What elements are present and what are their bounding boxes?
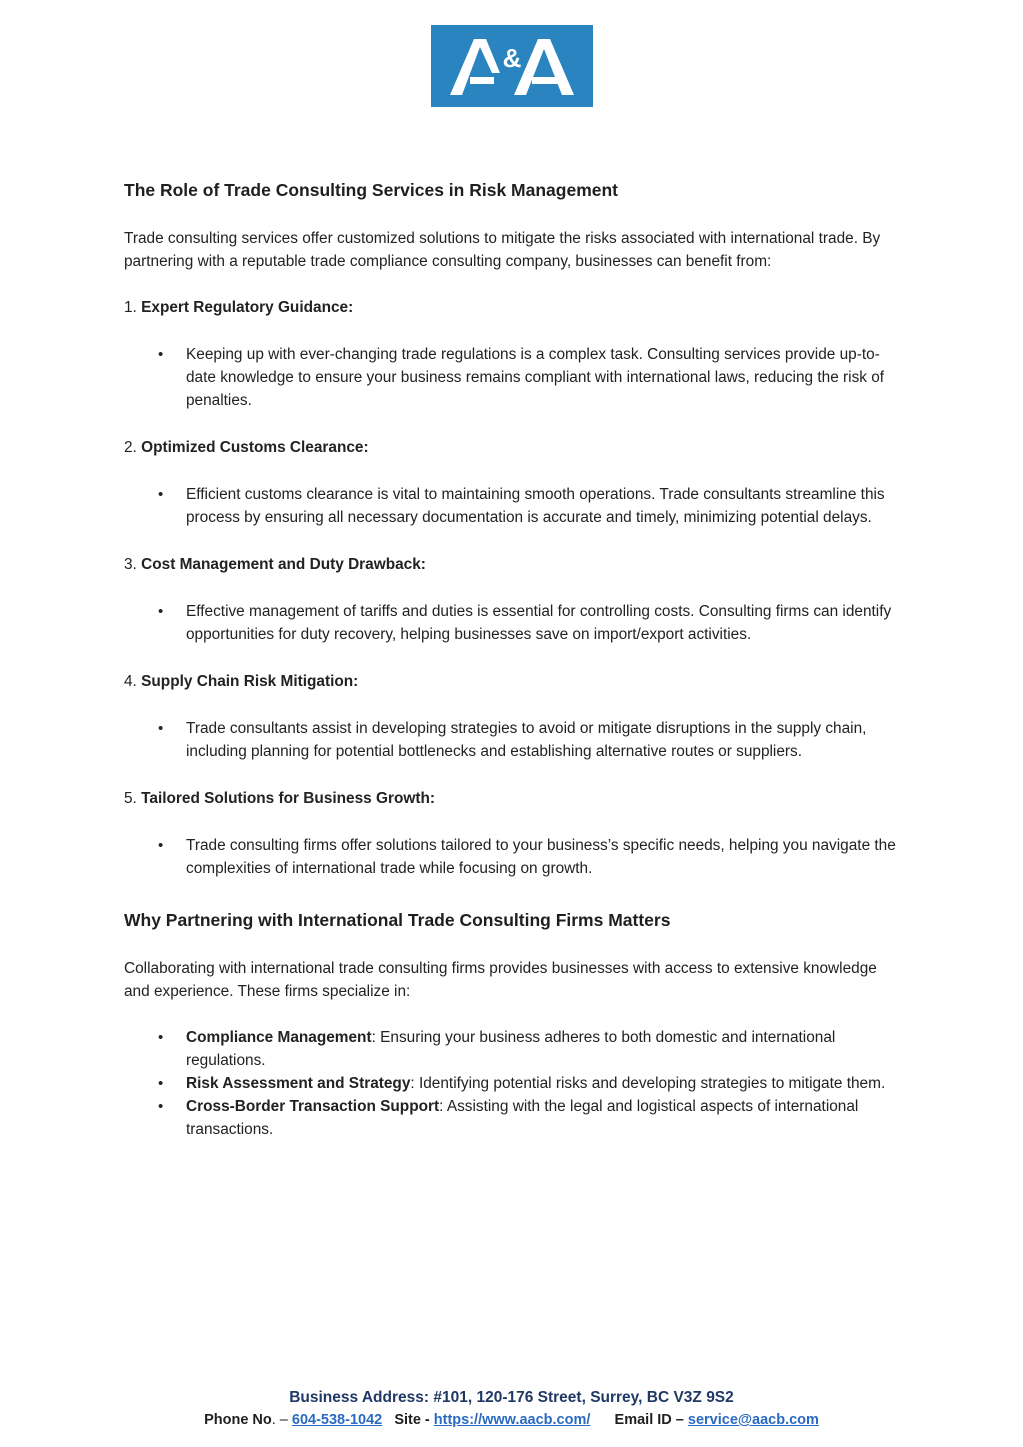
section-title-role: The Role of Trade Consulting Services in Risk Management bbox=[124, 180, 618, 200]
bullet-icon: • bbox=[158, 1098, 164, 1115]
benefit-number: 1. bbox=[124, 299, 137, 316]
bullet-icon: • bbox=[158, 603, 164, 620]
benefit-title: Optimized Customs Clearance: bbox=[141, 439, 369, 456]
list-item bbox=[124, 1026, 904, 1072]
list-item bbox=[124, 1072, 904, 1095]
benefit-bullet-list bbox=[124, 483, 904, 529]
bullet-text: Efficient customs clearance is vital to maintaining smooth operations. Trade consultants streamline this process by ensuring all necessary documentation is accurate and timely, minimizing potential delays. bbox=[186, 486, 885, 526]
contact-line bbox=[0, 1409, 1023, 1431]
email-link[interactable]: service@aacb.com bbox=[687, 1412, 819, 1428]
list-item bbox=[124, 717, 904, 763]
phone-link[interactable]: 604-538-1042 bbox=[291, 1412, 383, 1428]
bullet-text: Trade consultants assist in developing strategies to avoid or mitigate disruptions in the supply chain, including planning for potential bottlenecks and establishing alternative routes or suppliers. bbox=[186, 720, 867, 760]
list-item bbox=[124, 834, 904, 880]
bullet-icon: • bbox=[158, 1075, 164, 1092]
benefit-bullet-list bbox=[124, 343, 904, 412]
benefit-heading bbox=[124, 553, 904, 576]
benefit-title: Supply Chain Risk Mitigation: bbox=[141, 673, 359, 690]
section2-intro-paragraph: Collaborating with international trade consulting firms provides businesses with access to extensive knowledge and experience. These firms specialize in: bbox=[124, 960, 877, 1000]
benefit-title: Tailored Solutions for Business Growth: bbox=[141, 790, 435, 807]
section-title-why: Why Partnering with International Trade Consulting Firms Matters bbox=[124, 910, 671, 930]
list-item bbox=[124, 483, 904, 529]
intro-paragraph: Trade consulting services offer customized solutions to mitigate the risks associated with international trade. By partnering with a reputable trade compliance consulting company, businesses can benefit from: bbox=[124, 230, 881, 270]
benefit-number: 4. bbox=[124, 673, 137, 690]
phone-label: Phone No bbox=[204, 1412, 272, 1428]
numbered-benefits-list bbox=[124, 296, 904, 880]
bullet-text: Trade consulting firms offer solutions tailored to your business’s specific needs, helping you navigate the complexities of international trade while focusing on growth. bbox=[186, 837, 896, 877]
document-body bbox=[124, 176, 904, 1141]
bullet-icon: • bbox=[158, 837, 164, 854]
benefit-heading bbox=[124, 436, 904, 459]
list-item bbox=[124, 600, 904, 646]
bullet-text: Keeping up with ever-changing trade regulations is a complex task. Consulting services provide up-to-date knowledge to ensure your business remains compliant with international laws, reducing the risk of penalties. bbox=[186, 346, 885, 409]
benefit-bullet-list bbox=[124, 717, 904, 763]
specialization-text: : Ensuring your business adheres to both domestic and international regulations. bbox=[186, 1029, 836, 1069]
specialization-text: : Identifying potential risks and developing strategies to mitigate them. bbox=[410, 1075, 886, 1092]
footer bbox=[0, 1387, 1023, 1431]
specialization-text: : Assisting with the legal and logistical aspects of international transactions. bbox=[186, 1098, 859, 1138]
bullet-icon: • bbox=[158, 486, 164, 503]
benefit-heading bbox=[124, 787, 904, 810]
business-address: Business Address: #101, 120-176 Street, Surrey, BC V3Z 9S2 bbox=[289, 1389, 734, 1406]
company-logo bbox=[431, 25, 593, 107]
bullet-icon: • bbox=[158, 346, 164, 363]
bullet-icon: • bbox=[158, 1029, 164, 1046]
phone-separator: . – bbox=[271, 1412, 292, 1428]
benefit-heading bbox=[124, 296, 904, 319]
email-label: Email ID – bbox=[614, 1412, 688, 1428]
aa-logo-icon bbox=[442, 33, 582, 99]
list-item bbox=[124, 343, 904, 412]
benefit-heading bbox=[124, 670, 904, 693]
benefit-title: Cost Management and Duty Drawback: bbox=[141, 556, 426, 573]
site-label: Site - bbox=[394, 1412, 434, 1428]
list-item bbox=[124, 1095, 904, 1141]
benefit-number: 2. bbox=[124, 439, 137, 456]
specialization-term: Cross-Border Transaction Support bbox=[186, 1098, 440, 1115]
benefit-number: 3. bbox=[124, 556, 137, 573]
site-link[interactable]: https://www.aacb.com/ bbox=[433, 1412, 591, 1428]
benefit-title: Expert Regulatory Guidance: bbox=[141, 299, 354, 316]
specialization-list bbox=[124, 1026, 904, 1141]
bullet-icon: • bbox=[158, 720, 164, 737]
specialization-term: Compliance Management bbox=[186, 1029, 372, 1046]
specialization-term: Risk Assessment and Strategy bbox=[186, 1075, 411, 1092]
bullet-text: Effective management of tariffs and duties is essential for controlling costs. Consulting firms can identify opportunities for duty recovery, helping businesses save on import/export activities. bbox=[186, 603, 892, 643]
benefit-number: 5. bbox=[124, 790, 137, 807]
benefit-bullet-list bbox=[124, 834, 904, 880]
benefit-bullet-list bbox=[124, 600, 904, 646]
svg-text:&: & bbox=[502, 43, 522, 73]
